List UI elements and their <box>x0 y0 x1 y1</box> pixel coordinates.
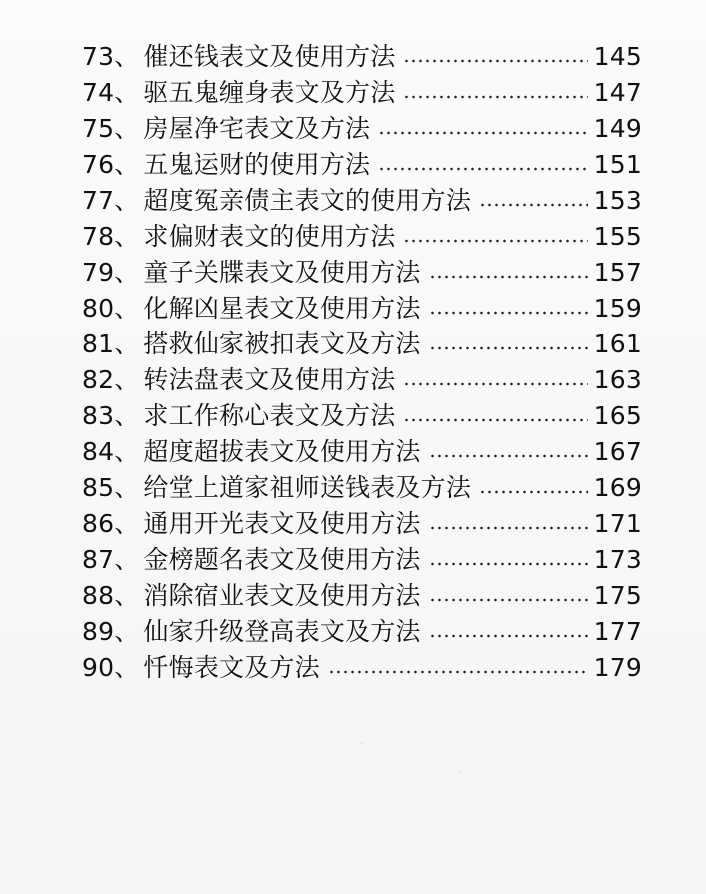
entry-number: 73 <box>82 41 115 71</box>
toc-entry <box>82 105 642 141</box>
leader-dots <box>378 131 587 135</box>
toc-entry <box>82 608 642 644</box>
toc-entry <box>82 69 642 105</box>
entry-separator: 、 <box>114 77 140 107</box>
entry-number: 84 <box>82 437 115 467</box>
entry-number: 85 <box>82 473 115 503</box>
leader-dots <box>429 634 588 638</box>
entry-page-number: 151 <box>593 149 642 179</box>
leader-dots <box>403 59 587 63</box>
toc-entry <box>82 321 642 357</box>
entry-title: 房屋净宅表文及方法 <box>143 113 371 143</box>
entry-page-number: 169 <box>593 473 642 503</box>
leader-dots <box>403 418 587 422</box>
entry-page-number: 145 <box>593 41 642 71</box>
entry-title: 求偏财表文的使用方法 <box>143 221 396 251</box>
toc-entry <box>82 141 642 177</box>
toc-entry <box>82 285 642 321</box>
entry-page-number: 149 <box>593 113 642 143</box>
toc-entry <box>82 572 642 608</box>
entry-number: 78 <box>82 221 115 251</box>
entry-separator: 、 <box>114 616 140 646</box>
entry-page-number: 155 <box>593 221 642 251</box>
toc-entry <box>82 33 642 69</box>
paper-smudge <box>360 742 363 745</box>
leader-dots <box>429 562 588 566</box>
leader-dots <box>429 346 588 350</box>
toc-entry <box>82 213 642 249</box>
entry-number: 90 <box>82 652 115 682</box>
entry-separator: 、 <box>114 652 140 682</box>
entry-separator: 、 <box>114 509 140 539</box>
entry-page-number: 161 <box>593 329 642 359</box>
entry-title: 求工作称心表文及方法 <box>143 401 396 431</box>
entry-number: 79 <box>82 257 115 287</box>
entry-title: 忏悔表文及方法 <box>143 652 320 682</box>
entry-page-number: 157 <box>593 257 642 287</box>
entry-page-number: 175 <box>593 581 642 610</box>
entry-number: 88 <box>82 581 115 610</box>
entry-separator: 、 <box>114 221 140 251</box>
entry-page-number: 147 <box>593 77 642 107</box>
entry-number: 89 <box>82 616 115 646</box>
entry-page-number: 153 <box>593 185 642 215</box>
entry-title: 驱五鬼缠身表文及方法 <box>143 77 396 107</box>
entry-title: 超度超拔表文及使用方法 <box>143 437 421 467</box>
entry-page-number: 165 <box>593 401 642 431</box>
entry-number: 77 <box>82 185 115 215</box>
toc-entry <box>82 428 642 467</box>
leader-dots <box>328 670 588 674</box>
toc-entry <box>82 392 642 431</box>
entry-number: 81 <box>82 329 115 359</box>
entry-title: 仙家升级登高表文及方法 <box>143 616 421 646</box>
entry-separator: 、 <box>114 329 140 359</box>
entry-separator: 、 <box>114 41 140 71</box>
leader-dots <box>429 275 588 279</box>
paper-smudge <box>458 770 461 773</box>
entry-separator: 、 <box>114 185 140 215</box>
leader-dots <box>403 95 587 99</box>
entry-separator: 、 <box>114 473 140 503</box>
leader-dots <box>378 167 587 171</box>
entry-number: 83 <box>82 401 115 431</box>
toc-entry <box>82 177 642 213</box>
entry-page-number: 179 <box>593 652 642 682</box>
entry-page-number: 159 <box>593 293 642 323</box>
entry-page-number: 173 <box>593 545 642 575</box>
entry-number: 76 <box>82 149 115 179</box>
entry-page-number: 163 <box>593 365 642 395</box>
paper-smudge <box>415 745 417 747</box>
leader-dots <box>479 490 588 494</box>
entry-title: 转法盘表文及使用方法 <box>143 365 396 395</box>
entry-title: 通用开光表文及使用方法 <box>143 509 421 539</box>
entry-page-number: 177 <box>593 616 642 646</box>
entry-page-number: 167 <box>593 437 642 467</box>
entry-title: 搭救仙家被扣表文及方法 <box>143 329 421 359</box>
entry-separator: 、 <box>114 401 140 431</box>
entry-title: 超度冤亲债主表文的使用方法 <box>143 185 472 215</box>
leader-dots <box>403 382 587 386</box>
entry-separator: 、 <box>114 257 140 287</box>
entry-separator: 、 <box>114 113 140 143</box>
entry-separator: 、 <box>114 365 140 395</box>
entry-separator: 、 <box>114 581 140 610</box>
leader-dots <box>429 526 588 530</box>
entry-title: 化解凶星表文及使用方法 <box>143 293 421 323</box>
leader-dots <box>429 454 588 458</box>
toc-entry <box>82 500 642 539</box>
leader-dots <box>429 598 588 602</box>
entry-number: 86 <box>82 509 115 539</box>
leader-dots <box>403 239 587 243</box>
toc-entry <box>82 464 642 503</box>
entry-title: 消除宿业表文及使用方法 <box>143 581 421 610</box>
entry-title: 给堂上道家祖师送钱表及方法 <box>143 473 472 503</box>
entry-separator: 、 <box>114 149 140 179</box>
entry-separator: 、 <box>114 545 140 575</box>
entry-page-number: 171 <box>593 509 642 539</box>
entry-number: 74 <box>82 77 115 107</box>
leader-dots <box>479 203 588 207</box>
toc-entry <box>82 249 642 285</box>
toc-entry <box>82 356 642 395</box>
entry-number: 75 <box>82 113 115 143</box>
leader-dots <box>429 311 588 315</box>
entry-title: 五鬼运财的使用方法 <box>143 149 371 179</box>
toc-entry <box>82 644 642 680</box>
entry-title: 催还钱表文及使用方法 <box>143 41 396 71</box>
entry-separator: 、 <box>114 437 140 467</box>
entry-title: 金榜题名表文及使用方法 <box>143 545 421 575</box>
entry-title: 童子关牒表文及使用方法 <box>143 257 421 287</box>
entry-separator: 、 <box>114 293 140 323</box>
entry-number: 87 <box>82 545 115 575</box>
toc-entry <box>82 536 642 575</box>
table-of-contents <box>82 33 642 680</box>
entry-number: 82 <box>82 365 115 395</box>
entry-number: 80 <box>82 293 115 323</box>
